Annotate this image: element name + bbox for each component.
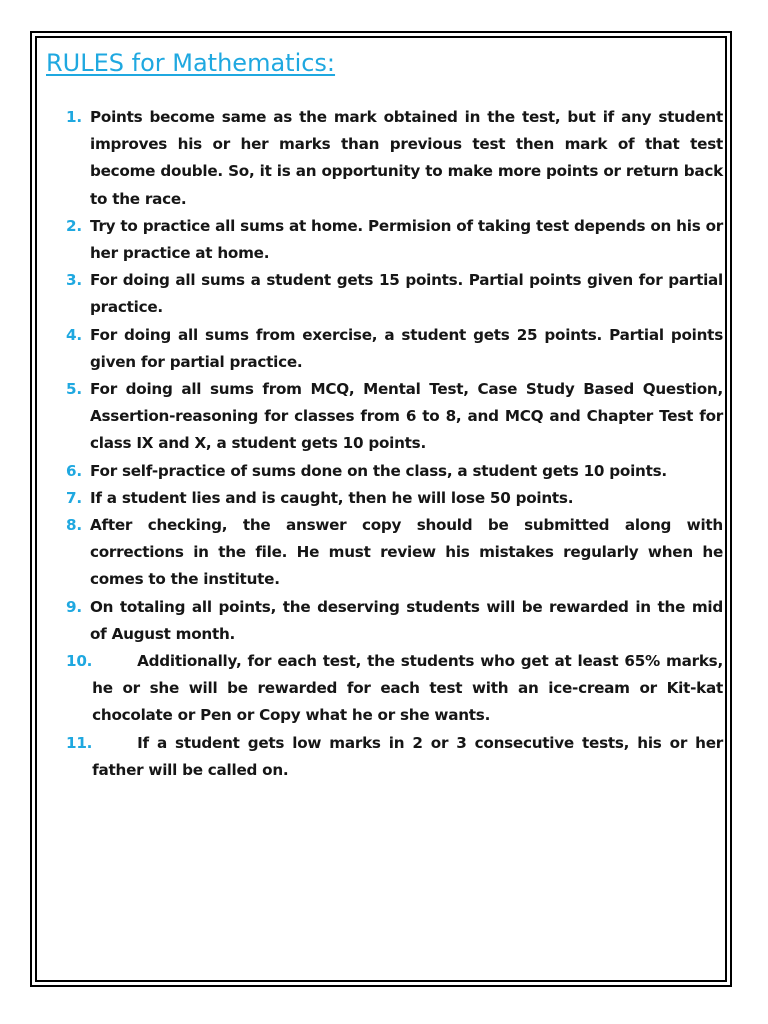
rule-text: On totaling all points, the deserving students will be rewarded in the mid of August month. xyxy=(90,597,723,643)
rule-text: Try to practice all sums at home. Permision of taking test depends on his or her practice at home. xyxy=(90,216,723,263)
rule-item-8 xyxy=(66,512,723,594)
rule-number: 1. xyxy=(66,108,82,126)
rule-number: 2. xyxy=(66,216,82,235)
rule-number: 10. xyxy=(66,652,93,671)
rule-number: 6. xyxy=(66,461,82,480)
rule-text xyxy=(92,648,723,730)
rule-number: 9. xyxy=(66,597,82,616)
rule-number: 3. xyxy=(66,271,82,290)
rule-number: 7. xyxy=(66,488,82,507)
rule-item-10 xyxy=(66,648,723,730)
rule-text: For doing all sums from MCQ, Mental Test, Case Study Based Question, Assertion-reasoning for classes from 6 to 8, and MCQ and Chapter Test for class IX and X, a student gets 10 points. xyxy=(90,380,723,453)
rule-text-content: Additionally, for each test, the students who get at least 65% marks, he or she will be rewarded for each test with an ice-cream or Kit-kat chocolate or Pen or Copy what he or she wants. xyxy=(92,652,723,725)
rule-text-content: If a student gets low marks in 2 or 3 consecutive tests, his or her father will be called on. xyxy=(92,733,723,779)
rule-item-5 xyxy=(66,376,723,458)
rule-number: 11. xyxy=(66,733,93,752)
rule-item-4 xyxy=(66,322,723,376)
rule-number: 8. xyxy=(66,516,82,535)
rule-number: 4. xyxy=(66,325,82,344)
rule-item-2 xyxy=(66,213,723,267)
rule-text xyxy=(92,730,723,784)
rule-item-7 xyxy=(66,485,723,512)
rule-item-6 xyxy=(66,458,723,485)
rules-list xyxy=(66,104,723,784)
rule-text: Points become same as the mark obtained in the test, but if any student improves his or her marks than previous test then mark of that test become double. So, it is an opportunity to make more points or return back to the race. xyxy=(90,108,723,208)
rule-number: 5. xyxy=(66,380,82,399)
rule-text: If a student lies and is caught, then he will lose 50 points. xyxy=(90,488,574,507)
rule-item-11 xyxy=(66,730,723,784)
rule-item-1 xyxy=(66,104,723,213)
rule-text: For self-practice of sums done on the class, a student gets 10 points. xyxy=(90,461,667,480)
rule-item-3 xyxy=(66,267,723,321)
rule-text: For doing all sums a student gets 15 points. Partial points given for partial practice. xyxy=(90,271,723,317)
rule-item-9 xyxy=(66,594,723,648)
rule-text: After checking, the answer copy should be submitted along with corrections in the file. He must review his mistakes regularly when he comes to the institute. xyxy=(90,516,723,589)
page-title: RULES for Mathematics: xyxy=(46,49,336,77)
rule-text: For doing all sums from exercise, a student gets 25 points. Partial points given for partial practice. xyxy=(90,325,723,371)
